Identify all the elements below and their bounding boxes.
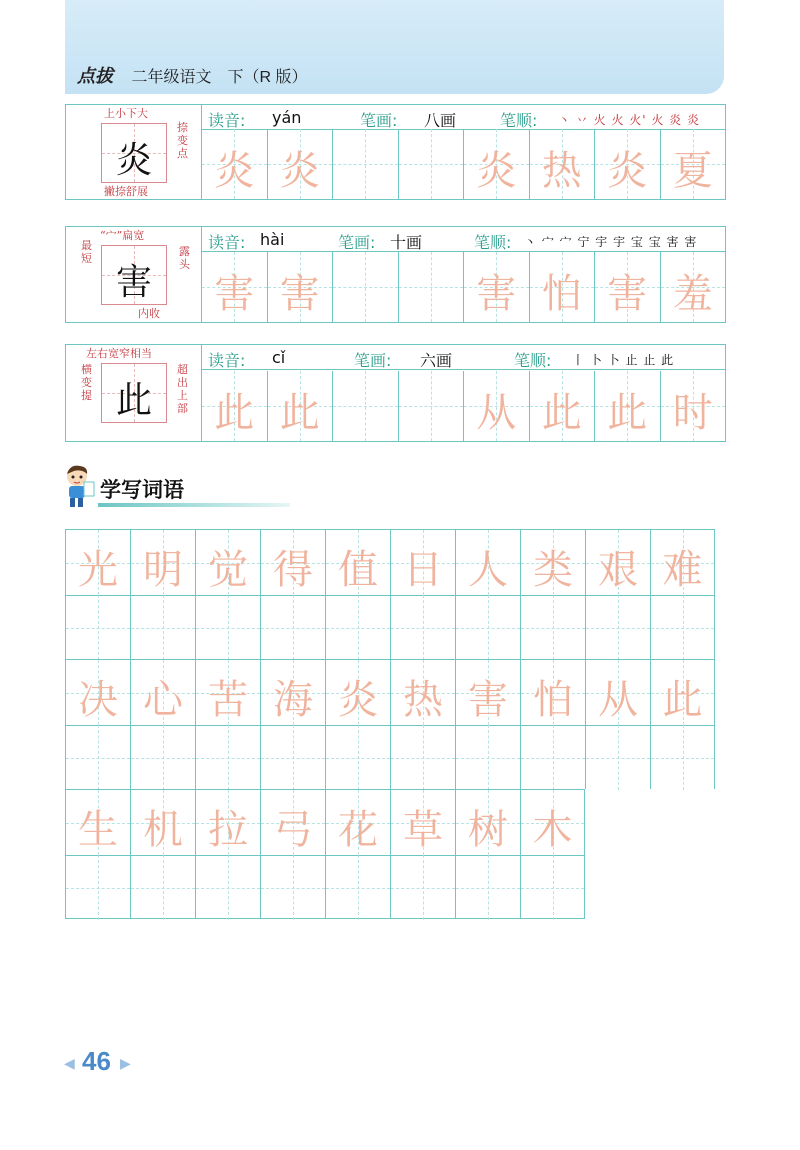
word-cell[interactable] <box>325 789 390 919</box>
practice-cell[interactable] <box>333 129 399 199</box>
order-label: 笔顺: <box>500 111 538 130</box>
char-info <box>202 345 725 370</box>
stroke-order: 丨 卜 卜 止 止 此 <box>572 353 675 367</box>
note-right: 露头 <box>179 245 190 271</box>
pinyin-value: cǐ <box>272 348 286 367</box>
char-model-panel <box>66 227 202 322</box>
word-cell[interactable] <box>260 529 325 659</box>
trace-char: 怕 <box>541 271 582 317</box>
practice-cell[interactable] <box>661 371 726 441</box>
trace-char: 心 <box>143 677 183 723</box>
word-cell[interactable] <box>520 659 585 789</box>
word-cell[interactable] <box>390 529 455 659</box>
word-cell[interactable] <box>455 659 520 789</box>
trace-char: 生 <box>78 807 118 853</box>
page-header <box>65 0 724 94</box>
strokes-label: 笔画: <box>338 233 376 252</box>
char-info <box>202 227 725 252</box>
page-number-value: 46 <box>82 1046 111 1076</box>
word-cell[interactable] <box>390 659 455 789</box>
trace-char: 炎 <box>607 148 648 194</box>
trace-char: 明 <box>143 547 183 593</box>
practice-cell[interactable] <box>595 371 661 441</box>
note-top: 上小下大 <box>104 107 148 120</box>
char-model-panel <box>66 105 202 199</box>
model-char: 此 <box>115 380 152 421</box>
practice-cell[interactable] <box>464 252 530 322</box>
trace-char: 炎 <box>279 148 320 194</box>
practice-cell[interactable] <box>202 371 268 441</box>
word-cell[interactable] <box>65 529 130 659</box>
practice-cell[interactable] <box>595 252 661 322</box>
word-cell[interactable] <box>130 529 195 659</box>
note-right: 捺变点 <box>177 121 188 160</box>
trace-char: 木 <box>532 807 573 853</box>
trace-char: 害 <box>279 271 320 317</box>
practice-cell[interactable] <box>464 129 530 199</box>
practice-cell[interactable] <box>530 129 596 199</box>
trace-char: 此 <box>607 390 648 436</box>
trace-char: 害 <box>476 271 517 317</box>
trace-char: 此 <box>279 390 320 436</box>
trace-char: 得 <box>273 547 313 593</box>
word-cell[interactable] <box>260 789 325 919</box>
order-label: 笔顺: <box>474 233 512 252</box>
word-cell[interactable] <box>650 659 715 789</box>
strokes-value: 六画 <box>420 351 453 370</box>
word-cell[interactable] <box>325 529 390 659</box>
word-cell[interactable] <box>130 659 195 789</box>
word-cell[interactable] <box>650 529 715 659</box>
trace-char: 树 <box>468 807 508 853</box>
practice-row <box>202 129 725 199</box>
note-right: 超出上部 <box>177 363 188 415</box>
stroke-order: 丶 丷 火 火 火' 火 炎 炎 <box>558 113 701 127</box>
strokes-value: 十画 <box>390 233 423 252</box>
practice-cell[interactable] <box>268 371 334 441</box>
trace-char: 此 <box>541 390 582 436</box>
book-subtitle: 二年级语文 下（R 版） <box>131 69 308 86</box>
trace-char: 弓 <box>273 807 313 853</box>
practice-cell[interactable] <box>399 129 465 199</box>
trace-char: 炎 <box>476 148 517 194</box>
trace-char: 热 <box>403 677 443 723</box>
note-top: “宀”扁宽 <box>100 229 145 242</box>
word-cell[interactable] <box>455 789 520 919</box>
trace-char: 值 <box>338 547 378 593</box>
pinyin-label: 读音: <box>208 111 246 130</box>
word-row <box>65 659 715 789</box>
trace-char: 人 <box>468 547 508 593</box>
trace-char: 苦 <box>208 677 248 723</box>
model-char: 炎 <box>115 140 152 181</box>
char-card-hai <box>65 226 726 323</box>
practice-cell[interactable] <box>661 252 726 322</box>
note-bottom: 内收 <box>138 307 160 320</box>
practice-cell[interactable] <box>268 129 334 199</box>
trace-char: 时 <box>672 390 713 436</box>
trace-char: 草 <box>403 807 443 853</box>
word-cell[interactable] <box>195 659 260 789</box>
practice-cell[interactable] <box>399 252 465 322</box>
practice-row <box>202 252 725 322</box>
trace-char: 日 <box>403 547 443 593</box>
note-bottom: 撇捺舒展 <box>104 185 148 198</box>
word-cell[interactable] <box>65 659 130 789</box>
trace-char: 炎 <box>338 677 378 723</box>
trace-char: 害 <box>607 271 648 317</box>
section-underline <box>98 503 290 507</box>
trace-char: 机 <box>143 807 183 853</box>
practice-cell[interactable] <box>530 252 596 322</box>
prev-arrow-icon: ◀ <box>64 1056 75 1072</box>
trace-char: 难 <box>662 547 703 593</box>
trace-char: 羞 <box>672 271 713 317</box>
trace-char: 此 <box>214 390 255 436</box>
trace-char: 从 <box>476 390 517 436</box>
brand-logo: 点拔 <box>77 66 113 87</box>
order-label: 笔顺: <box>514 351 552 370</box>
practice-cell[interactable] <box>268 252 334 322</box>
word-grid <box>65 529 715 919</box>
strokes-label: 笔画: <box>354 351 392 370</box>
word-cell[interactable] <box>585 659 650 789</box>
model-char: 害 <box>115 262 152 303</box>
word-cell[interactable] <box>195 529 260 659</box>
trace-char: 夏 <box>672 148 713 194</box>
trace-char: 炎 <box>214 148 255 194</box>
note-top: 左右宽窄相当 <box>86 347 152 360</box>
practice-cell[interactable] <box>333 371 399 441</box>
word-cell[interactable] <box>260 659 325 789</box>
trace-char: 热 <box>541 148 582 194</box>
trace-char: 害 <box>214 271 255 317</box>
practice-cell[interactable] <box>530 371 596 441</box>
student-mascot-icon <box>62 464 96 508</box>
word-cell[interactable] <box>130 789 195 919</box>
word-cell[interactable] <box>520 789 585 919</box>
model-square <box>101 123 167 183</box>
practice-cell[interactable] <box>399 371 465 441</box>
trace-char: 害 <box>468 677 508 723</box>
pinyin-label: 读音: <box>208 351 246 370</box>
trace-char: 艰 <box>598 547 638 593</box>
model-square <box>101 245 167 305</box>
note-left: 横变提 <box>81 363 92 402</box>
trace-char: 类 <box>533 547 573 593</box>
trace-char: 此 <box>662 677 703 723</box>
trace-char: 从 <box>598 677 638 723</box>
section-title: 学写词语 <box>100 478 184 502</box>
note-left: 最短 <box>81 239 92 265</box>
trace-char: 怕 <box>533 677 573 723</box>
trace-char: 觉 <box>208 547 248 593</box>
practice-row <box>202 371 725 441</box>
model-square <box>101 363 167 423</box>
practice-cell[interactable] <box>333 252 399 322</box>
char-info <box>202 105 725 130</box>
trace-char: 花 <box>338 807 378 853</box>
word-cell[interactable] <box>455 529 520 659</box>
strokes-value: 八画 <box>424 111 457 130</box>
practice-cell[interactable] <box>464 371 530 441</box>
word-cell[interactable] <box>65 789 130 919</box>
char-card-yan <box>65 104 726 200</box>
header-text <box>77 62 307 88</box>
trace-char: 拉 <box>208 807 248 853</box>
word-cell[interactable] <box>195 789 260 919</box>
practice-cell[interactable] <box>661 129 726 199</box>
word-cell[interactable] <box>585 529 650 659</box>
strokes-label: 笔画: <box>360 111 398 130</box>
pinyin-value: hài <box>260 230 285 249</box>
practice-cell[interactable] <box>202 252 268 322</box>
word-cell[interactable] <box>325 659 390 789</box>
word-cell[interactable] <box>390 789 455 919</box>
trace-char: 光 <box>78 547 118 593</box>
pinyin-label: 读音: <box>208 233 246 252</box>
char-model-panel <box>66 345 202 441</box>
practice-cell[interactable] <box>595 129 661 199</box>
word-row <box>65 789 715 919</box>
char-card-ci <box>65 344 726 442</box>
trace-char: 海 <box>273 677 313 723</box>
word-row <box>65 529 715 659</box>
stroke-order: 丶 宀 宀 宁 宇 宇 宝 宝 害 害 <box>524 235 698 249</box>
next-arrow-icon: ▶ <box>120 1056 131 1072</box>
practice-cell[interactable] <box>202 129 268 199</box>
pinyin-value: yán <box>272 108 302 127</box>
word-cell[interactable] <box>520 529 585 659</box>
trace-char: 决 <box>78 677 118 723</box>
